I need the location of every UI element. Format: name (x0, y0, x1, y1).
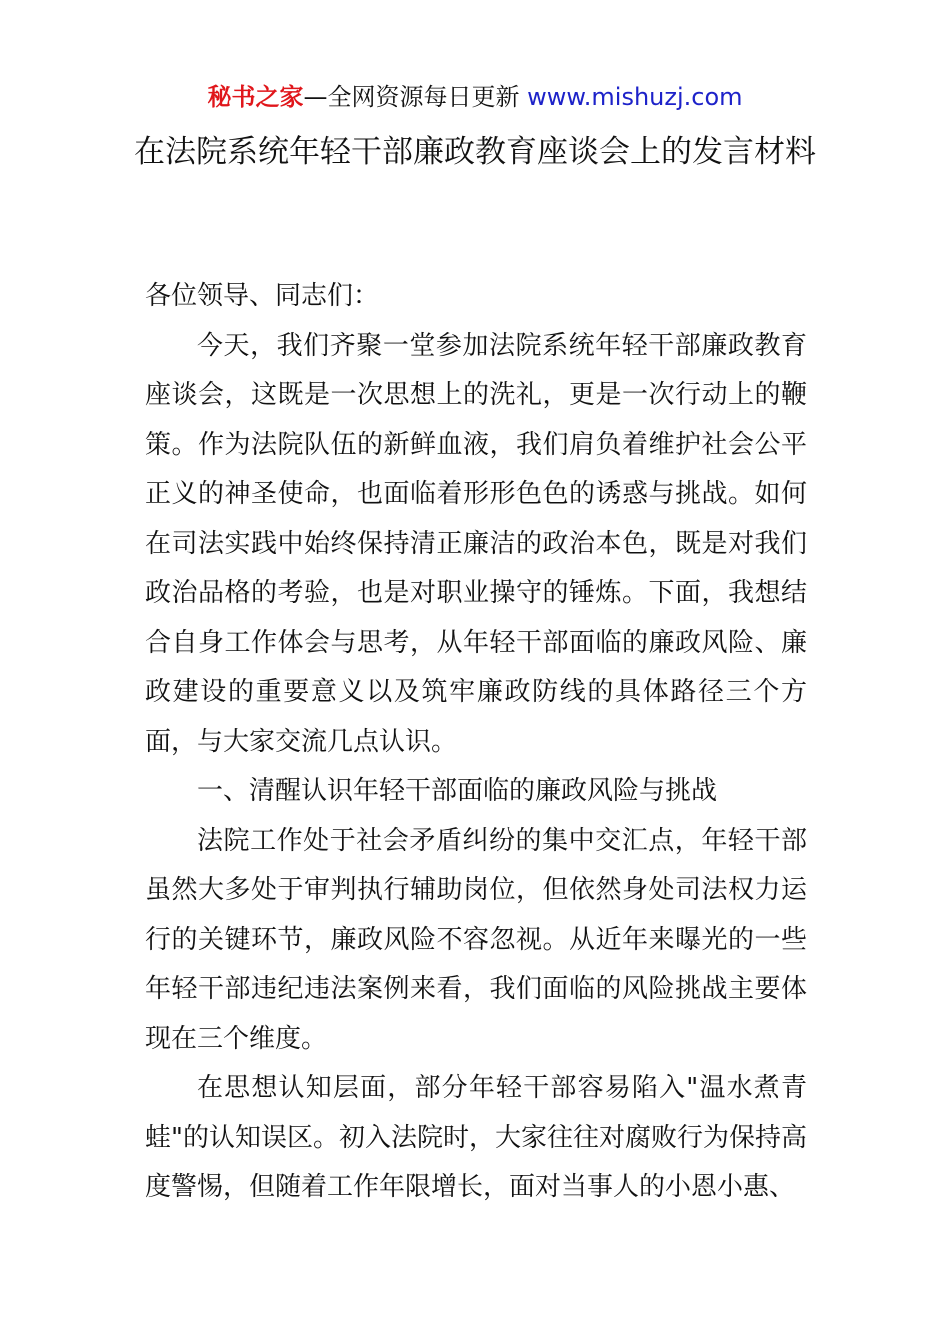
site-tagline: —全网资源每日更新 (303, 83, 520, 111)
section-heading-1: 一、清醒认识年轻干部面临的廉政风险与挑战 (197, 776, 718, 806)
paragraph-intro: 今天，我们齐聚一堂参加法院系统年轻干部廉政教育座谈会，这既是一次思想上的洗礼，更是一次行动上的鞭策。作为法院队伍的新鲜血液，我们肩负着维护社会公平正义的神圣使命，也面临着形形色色的诱惑与挑战。如何在司法实践中始终保持清正廉洁的政治本色，既是对我们政治品格的考验，也是对职业操守的锤炼。下面，我想结合自身工作体会与思考，从年轻干部面临的廉政风险、廉政建设的重要意义以及筑牢廉政防线的具体路径三个方面，与大家交流几点认识。 (145, 330, 807, 757)
site-header (0, 80, 950, 114)
site-brand: 秘书之家 (207, 83, 304, 111)
paragraph-risk-overview: 法院工作处于社会矛盾纠纷的集中交汇点，年轻干部虽然大多处于审判执行辅助岗位，但依然身处司法权力运行的关键环节，廉政风险不容忽视。从近年来曝光的一些年轻干部违纪违法案例来看，我们面临的风险挑战主要体现在三个维度。 (145, 825, 807, 1054)
site-url-link[interactable]: www.mishuzj.com (527, 83, 743, 111)
salutation: 各位领导、同志们： (145, 281, 380, 311)
paragraph-ideological-level: 在思想认知层面，部分年轻干部容易陷入"温水煮青蛙"的认知误区。初入法院时，大家往往对腐败行为保持高度警惕，但随着工作年限增长，面对当事人的小恩小惠、 (145, 1073, 807, 1202)
document-body (145, 272, 807, 1213)
document-title: 在法院系统年轻干部廉政教育座谈会上的发言材料 (134, 134, 816, 170)
